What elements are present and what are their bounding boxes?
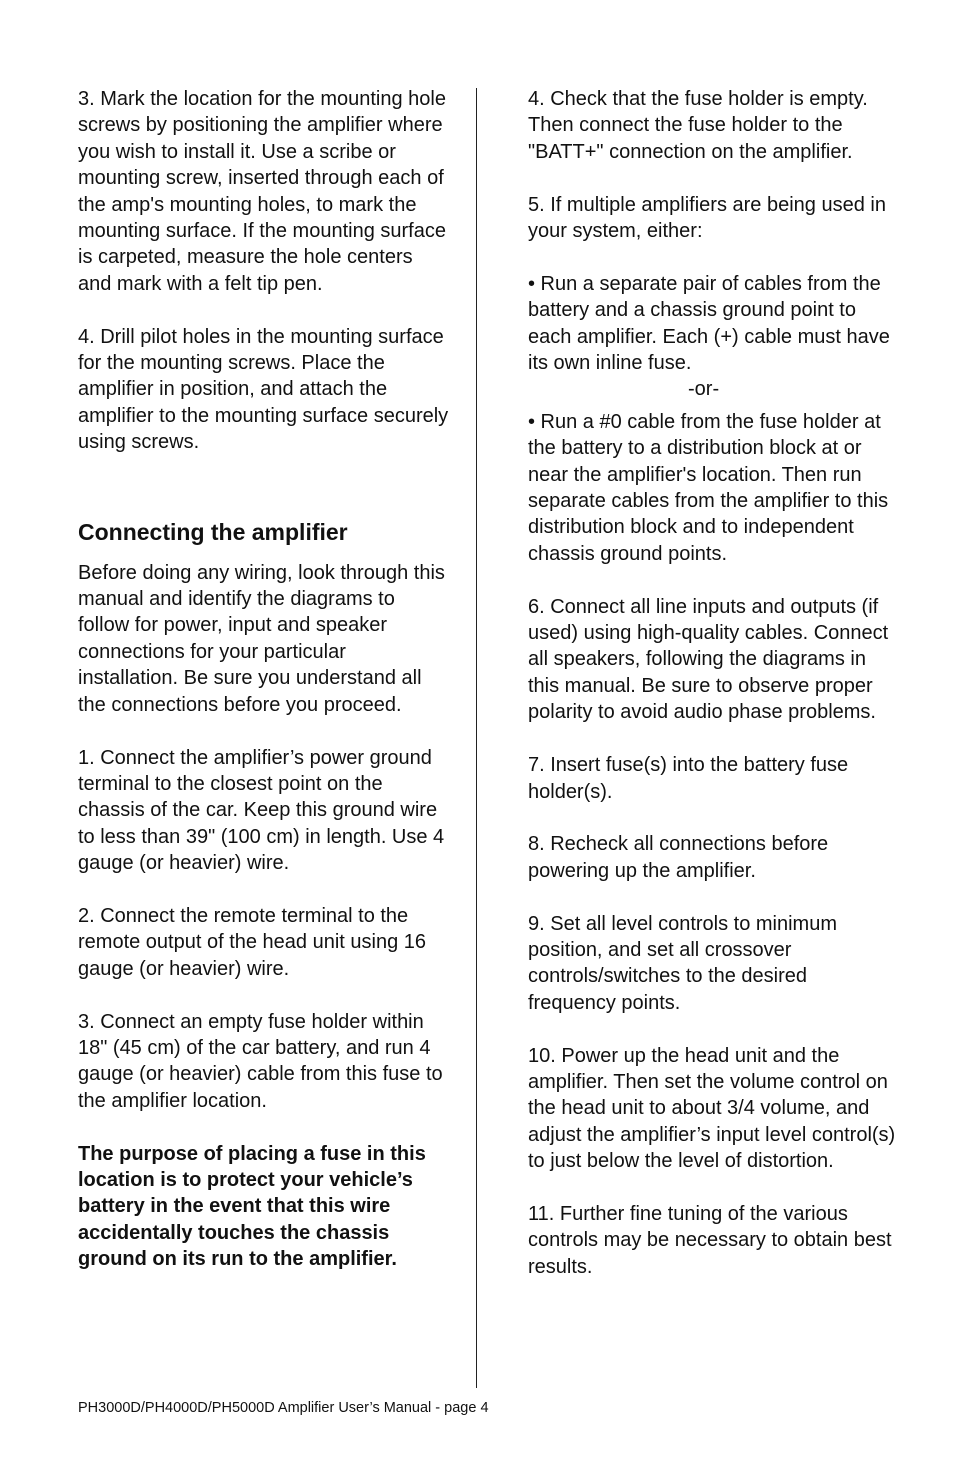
or-separator: -or- [688, 378, 720, 401]
connection-step-11: 11. Further fine tuning of the various controls may be necessary to obtain best results. [528, 1202, 892, 1278]
connection-step-5: 5. If multiple amplifiers are being used in your system, either: [528, 193, 886, 243]
connection-step-9: 9. Set all level controls to minimum position, and set all crossover controls/switches to the desired frequency points. [528, 912, 838, 1014]
right-column [528, 86, 898, 1307]
connection-step-8: 8. Recheck all connections before powering up the amplifier. [528, 833, 829, 882]
connection-step-3: 3. Connect an empty fuse holder within 18" (45 cm) of the car battery, and run 4 gauge (or heavier) cable from this fuse to the amplifier location. [78, 1010, 443, 1112]
section-heading: Connecting the amplifier [78, 518, 348, 545]
fuse-warning: The purpose of placing a fuse in this location is to protect your vehicle’s battery in the event that this wire accidentally touches the chassis ground on its run to the amplifier. [78, 1142, 426, 1271]
mounting-step-3: 3. Mark the location for the mounting hole screws by positioning the amplifier where you wish to install it. Use a scribe or mounting screw, inserted through each of the amp's mounting holes, to mark the mounting surface. If the mounting surface is carpeted, measure the hole centers and mark with a felt tip pen. [78, 88, 446, 295]
connection-step-2: 2. Connect the remote terminal to the remote output of the head unit using 16 gauge (or heavier) wire. [78, 904, 427, 980]
page-footer: PH3000D/PH4000D/PH5000D Amplifier User’s Manual - page 4 [78, 1400, 489, 1416]
connection-step-1: 1. Connect the amplifier’s power ground terminal to the closest point on the chassis of the car. Keep this ground wire to less than 39" (100 cm) in length. Use 4 gauge (or heavier) wire. [78, 746, 445, 875]
mounting-step-4: 4. Drill pilot holes in the mounting surface for the mounting screws. Place the amplifier in position, and attach the amplifier to the mounting surface securely using screws. [78, 325, 449, 454]
connection-step-7: 7. Insert fuse(s) into the battery fuse holder(s). [528, 754, 849, 803]
column-divider [476, 88, 477, 1388]
left-column [78, 86, 450, 1299]
option-bullet-2: • Run a #0 cable from the fuse holder at the battery to a distribution block at or near the amplifier's location. Then run separate cables from the amplifier to this distribution block and to independent chassis ground points. [528, 410, 889, 565]
connection-step-6: 6. Connect all line inputs and outputs (if used) using high-quality cables. Connect all speakers, following the diagrams in this manual. Be sure to observe proper polarity to avoid audio phase problems. [528, 595, 889, 724]
option-bullet-1: • Run a separate pair of cables from the battery and a chassis ground point to each amplifier. Each (+) cable must have its own inline fuse. [528, 272, 890, 375]
connection-step-4: 4. Check that the fuse holder is empty. Then connect the fuse holder to the "BATT+" connection on the amplifier. [528, 88, 868, 163]
connection-intro: Before doing any wiring, look through this manual and identify the diagrams to follow for power, input and speaker connections for your particular installation. Be sure you understand all the connections before you proceed. [78, 561, 445, 716]
connection-step-10: 10. Power up the head unit and the amplifier. Then set the volume control on the head unit to about 3/4 volume, and adjust the amplifier’s input level control(s) to just below the level of distortion. [528, 1044, 896, 1173]
